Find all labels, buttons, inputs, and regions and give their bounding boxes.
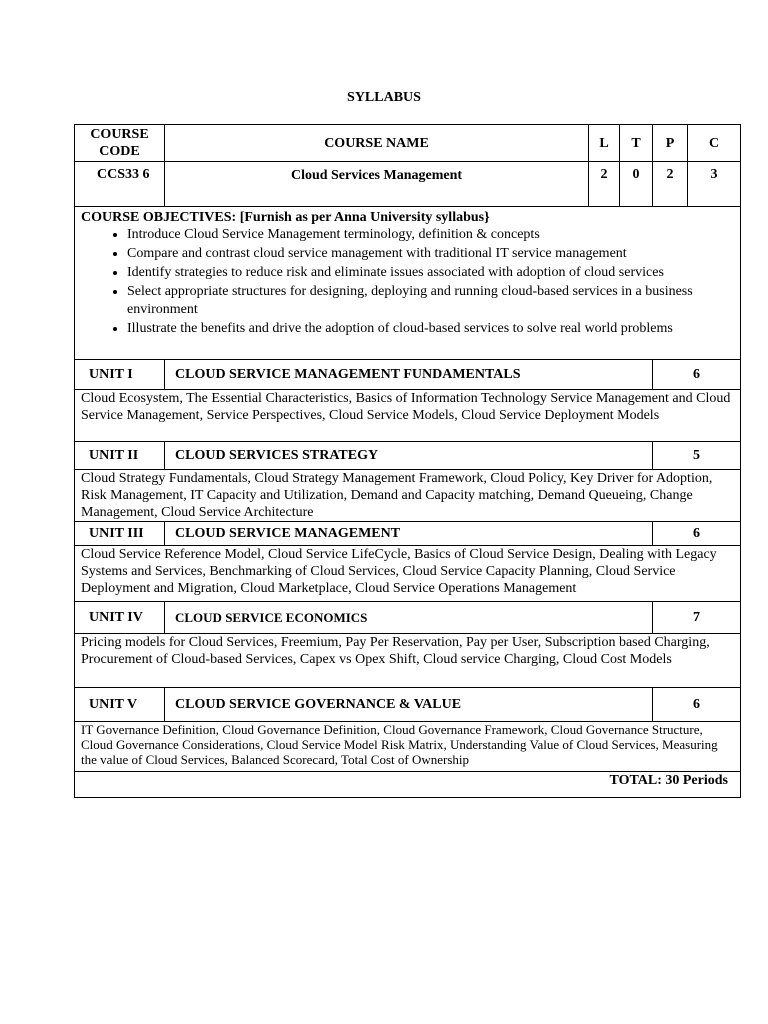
unit-title: CLOUD SERVICE MANAGEMENT FUNDAMENTALS: [165, 360, 653, 390]
unit-label: UNIT V: [75, 688, 165, 722]
unit-topics-row: [75, 546, 741, 602]
unit-topics-row: [75, 390, 741, 442]
p-header: P: [653, 125, 688, 162]
unit-title: CLOUD SERVICE ECONOMICS: [165, 602, 653, 634]
total-row: [75, 772, 741, 798]
objective-item: • Illustrate the benefits and drive the adoption of cloud-based services to solve real world problems: [127, 320, 734, 338]
unit-row: [75, 602, 741, 634]
course-code-header: COURSE CODE: [75, 125, 165, 162]
course-code: CCS33 6: [75, 162, 165, 207]
objective-item: • Select appropriate structures for designing, deploying and running cloud-based services in a business environment: [127, 283, 734, 319]
unit-topics-row: [75, 470, 741, 522]
objectives-list: [81, 226, 734, 338]
unit-hours: 5: [653, 442, 741, 470]
unit-label: UNIT I: [75, 360, 165, 390]
objective-item: • Compare and contrast cloud service management with traditional IT service management: [127, 245, 734, 263]
unit-hours: 6: [653, 360, 741, 390]
objectives-heading: COURSE OBJECTIVES: [Furnish as per Anna University syllabus}: [81, 210, 490, 225]
course-name: Cloud Services Management: [165, 162, 589, 207]
total-periods: TOTAL: 30 Periods: [75, 772, 741, 798]
unit-row: [75, 442, 741, 470]
unit-label: UNIT IV: [75, 602, 165, 634]
course-objectives: [75, 207, 741, 360]
objective-item: • Identify strategies to reduce risk and eliminate issues associated with adoption of cloud services: [127, 264, 734, 282]
header-row: [75, 125, 741, 162]
unit-topics-row: [75, 722, 741, 772]
unit-hours: 6: [653, 522, 741, 546]
t-value: 0: [620, 162, 653, 207]
syllabus-table: [74, 124, 741, 798]
unit-row: [75, 360, 741, 390]
l-header: L: [589, 125, 620, 162]
unit-hours: 6: [653, 688, 741, 722]
unit-topics: IT Governance Definition, Cloud Governance Definition, Cloud Governance Framework, Cloud Governance Structure, Cloud Governance Considerations, Cloud Service Model Risk Matrix, Understanding Value of Cloud Services, Measuring the value of Cloud Services, Balanced Scorecard, Total Cost of Ownership: [75, 722, 741, 772]
objective-item: • Introduce Cloud Service Management terminology, definition & concepts: [127, 226, 734, 244]
course-name-header: COURSE NAME: [165, 125, 589, 162]
unit-title: CLOUD SERVICE MANAGEMENT: [165, 522, 653, 546]
unit-topics-row: [75, 634, 741, 688]
unit-row: [75, 522, 741, 546]
page-title: SYLLABUS: [347, 90, 421, 105]
t-header: T: [620, 125, 653, 162]
unit-topics: Cloud Strategy Fundamentals, Cloud Strategy Management Framework, Cloud Policy, Key Driver for Adoption, Risk Management, IT Capacity and Utilization, Demand and Capacity matching, Demand Queueing, Change Management, Cloud Service Architecture: [75, 470, 741, 522]
unit-title: CLOUD SERVICES STRATEGY: [165, 442, 653, 470]
unit-hours: 7: [653, 602, 741, 634]
p-value: 2: [653, 162, 688, 207]
unit-topics: Pricing models for Cloud Services, Freemium, Pay Per Reservation, Pay per User, Subscription based Charging, Procurement of Cloud-based Services, Capex vs Opex Shift, Cloud service Charging, Cloud Cost Models: [75, 634, 741, 688]
unit-row: [75, 688, 741, 722]
unit-title: CLOUD SERVICE GOVERNANCE & VALUE: [165, 688, 653, 722]
objectives-row: [75, 207, 741, 360]
course-row: [75, 162, 741, 207]
unit-topics: Cloud Ecosystem, The Essential Characteristics, Basics of Information Technology Service Management and Cloud Service Management, Service Perspectives, Cloud Service Models, Cloud Service Deployment Models: [75, 390, 741, 442]
c-value: 3: [688, 162, 741, 207]
c-header: C: [688, 125, 741, 162]
unit-label: UNIT III: [75, 522, 165, 546]
unit-topics: Cloud Service Reference Model, Cloud Service LifeCycle, Basics of Cloud Service Design, Dealing with Legacy Systems and Services, Benchmarking of Cloud Services, Cloud Service Capacity Planning, Cloud Service Deployment and Migration, Cloud Marketplace, Cloud Service Operations Management: [75, 546, 741, 602]
unit-label: UNIT II: [75, 442, 165, 470]
l-value: 2: [589, 162, 620, 207]
